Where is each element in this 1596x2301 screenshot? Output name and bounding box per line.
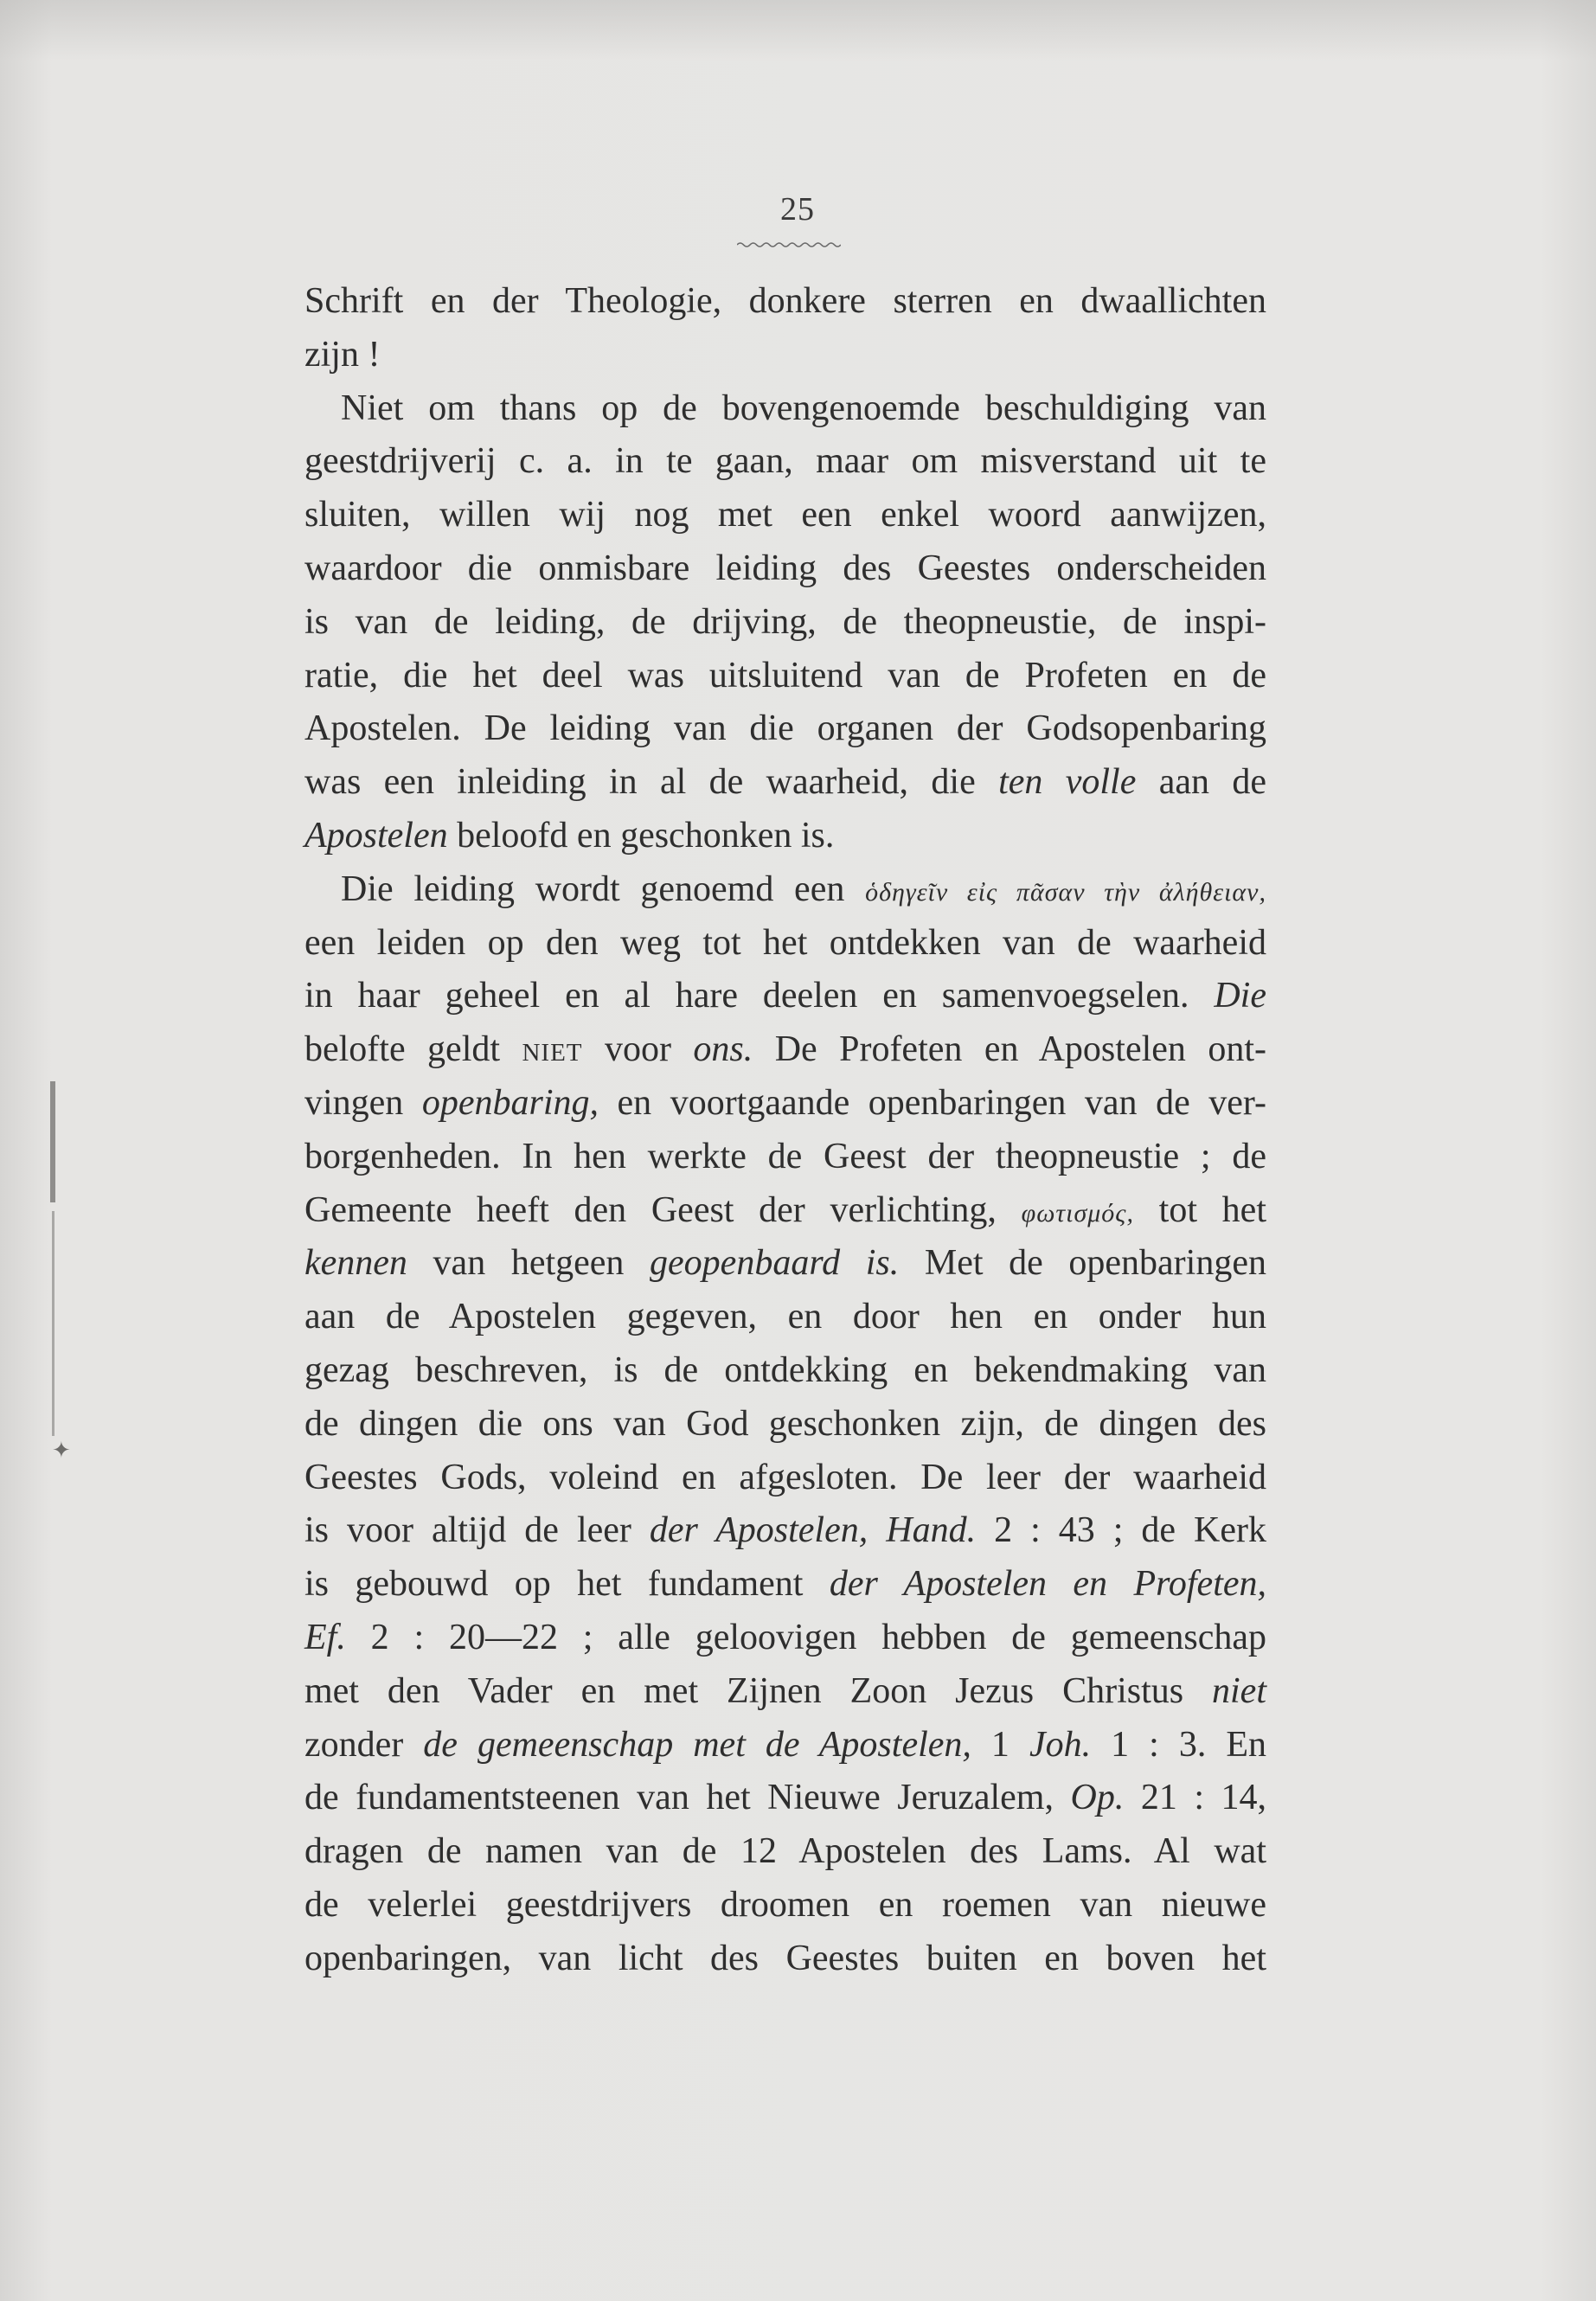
text-run: ons. (693, 1029, 753, 1070)
text-run: Schrift en der Theologie, donkere sterren en dwaallichten (304, 281, 1266, 321)
text-run: en voortgaande openbaringen van de ver- (599, 1082, 1267, 1123)
text-run: 1 (971, 1724, 1029, 1765)
body-text (304, 275, 1266, 1986)
text-run: Niet om thans op de bovengenoemde beschuldiging van (341, 388, 1266, 428)
text-line (304, 489, 1266, 542)
text-line (304, 1558, 1266, 1612)
text-line (304, 1932, 1266, 1986)
text-run: tot het (1133, 1189, 1266, 1230)
text-run: aan de Apostelen gegeven, en door hen en onder hun (304, 1297, 1266, 1337)
text-run: belofte geldt (304, 1029, 522, 1070)
text-run: sluiten, willen wij nog met een enkel woord aanwijzen, (304, 495, 1266, 535)
margin-speck: ✦ (52, 1438, 71, 1464)
text-run: niet (522, 1029, 583, 1070)
text-run: Geestes Gods, voleind en afgesloten. De leer der waarheid (304, 1457, 1266, 1497)
margin-mark (52, 1211, 54, 1436)
text-line (304, 596, 1266, 650)
text-run: is gebouwd op het fundament (304, 1564, 830, 1605)
text-run: de velerlei geestdrijvers droomen en roemen van nieuwe (304, 1884, 1266, 1925)
margin-mark (50, 1081, 55, 1202)
text-line (304, 1077, 1266, 1131)
text-run: borgenheden. In hen werkte de Geest der theopneustie ; de (304, 1136, 1266, 1176)
text-run: waardoor die onmisbare leiding des Geestes onderscheiden (304, 548, 1266, 588)
text-run: geestdrijverij c. a. in te gaan, maar om misverstand uit te (304, 441, 1266, 482)
text-run: vingen (304, 1082, 422, 1123)
text-run: Ef. (304, 1617, 346, 1657)
text-run: Joh. (1029, 1724, 1092, 1765)
text-run: 1 : 3. En (1091, 1724, 1267, 1765)
text-run: niet (1212, 1670, 1266, 1711)
text-run: aan de (1136, 762, 1267, 803)
text-line (304, 1719, 1266, 1772)
text-line (304, 1452, 1266, 1505)
text-line (304, 917, 1266, 971)
page-number-ornament (737, 240, 841, 249)
text-run: openbaringen, van licht des Geestes buiten en boven het (304, 1938, 1266, 1978)
page-number: 25 (780, 191, 815, 228)
text-run: de gemeenschap met de Apostelen, (423, 1724, 971, 1765)
text-run: Die leiding wordt genoemd een (341, 868, 866, 909)
text-run: De Profeten en Apostelen ont- (753, 1029, 1266, 1070)
text-line (304, 1291, 1266, 1344)
text-run: voor (582, 1029, 694, 1070)
text-line (304, 1825, 1266, 1879)
text-run: geopenbaard is. (650, 1243, 900, 1284)
text-line (304, 1398, 1266, 1452)
text-line (304, 756, 1266, 810)
text-run: Die (1214, 976, 1266, 1016)
text-line (304, 1612, 1266, 1665)
page-shadow (0, 0, 1596, 61)
text-line (304, 810, 1266, 863)
text-line (304, 1772, 1266, 1825)
text-run: openbaring, (421, 1082, 599, 1123)
text-line (304, 542, 1266, 596)
text-run: gezag beschreven, is de ontdekking en bekendmaking van (304, 1349, 1266, 1390)
text-run: ten volle (998, 762, 1137, 803)
text-run: 2 : 20—22 ; alle geloovigen hebben de gemeenschap (345, 1617, 1266, 1657)
text-line (304, 435, 1266, 489)
text-line (304, 1184, 1266, 1238)
text-line (304, 1131, 1266, 1184)
text-run: van hetgeen (407, 1243, 651, 1284)
text-run: ratie, die het deel was uitsluitend van de Profeten en de (304, 655, 1266, 695)
text-line (304, 1504, 1266, 1558)
text-line (304, 1237, 1266, 1291)
text-run: 2 : 43 ; de Kerk (976, 1510, 1266, 1551)
text-run: φωτισμός, (1021, 1198, 1134, 1227)
text-run: kennen (304, 1243, 407, 1284)
text-line (304, 329, 1266, 382)
text-run: de dingen die ons van God geschonken zijn, de dingen des (304, 1403, 1266, 1444)
text-run: Gemeente heeft den Geest der verlichting, (304, 1189, 1022, 1230)
text-line (304, 1665, 1266, 1719)
text-run: zijn ! (304, 334, 381, 375)
text-run: Op. (1070, 1778, 1125, 1818)
text-run: Met de openbaringen (899, 1243, 1266, 1284)
text-line (304, 275, 1266, 329)
text-line (304, 1023, 1266, 1077)
text-run: met den Vader en met Zijnen Zoon Jezus Christus (304, 1670, 1213, 1711)
text-run: Apostelen (304, 815, 448, 856)
text-run: ὁδηγεῖν εἰς πᾶσαν τὴν ἀλήθειαν, (865, 877, 1266, 907)
text-line (304, 382, 1266, 436)
text-run: 21 : 14, (1124, 1778, 1266, 1818)
text-run: dragen de namen van de 12 Apostelen des Lams. Al wat (304, 1831, 1266, 1872)
text-run: der Apostelen en Profeten, (829, 1564, 1267, 1605)
text-run: de fundamentsteenen van het Nieuwe Jeruzalem, (304, 1778, 1071, 1818)
text-run: beloofd en geschonken is. (447, 815, 835, 856)
text-run: zonder (304, 1724, 424, 1765)
text-run: in haar geheel en al hare deelen en samenvoegselen. (304, 976, 1215, 1016)
text-line (304, 970, 1266, 1023)
text-run: is van de leiding, de drijving, de theopneustie, de inspi- (304, 601, 1266, 642)
text-run: een leiden op den weg tot het ontdekken van de waarheid (304, 922, 1266, 963)
text-run: was een inleiding in al de waarheid, die (304, 762, 999, 803)
text-run: Apostelen. De leiding van die organen der Godsopenbaring (304, 708, 1266, 749)
text-line (304, 1344, 1266, 1398)
text-run: der Apostelen, Hand. (649, 1510, 977, 1551)
text-line (304, 650, 1266, 703)
text-line (304, 1879, 1266, 1932)
text-line (304, 702, 1266, 756)
text-run: is voor altijd de leer (304, 1510, 650, 1551)
text-line (304, 863, 1266, 917)
